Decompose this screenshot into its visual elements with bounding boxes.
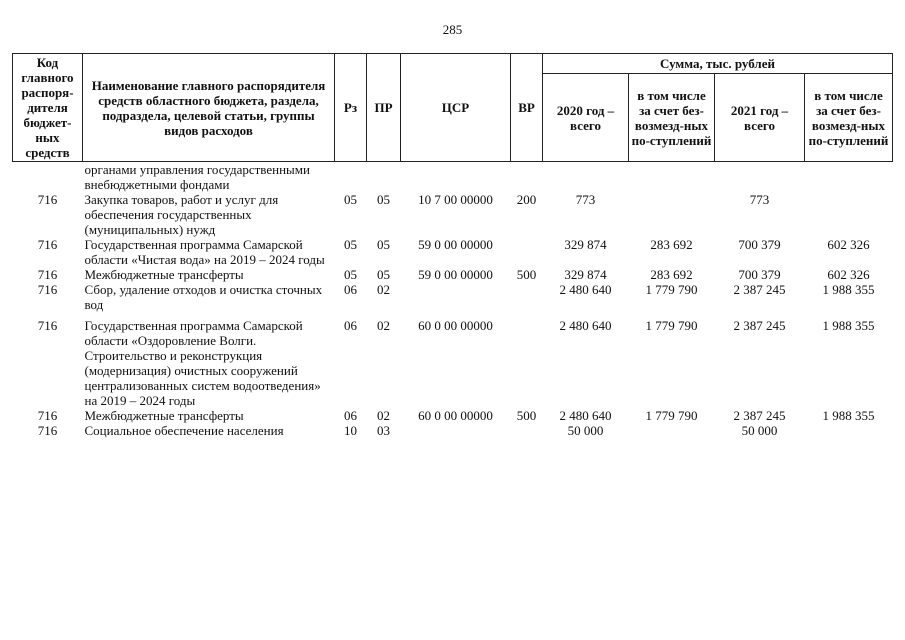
cell-csr bbox=[401, 282, 511, 312]
cell-2021-total: 2 387 245 bbox=[733, 318, 786, 333]
cell-name: Межбюджетные трансферты bbox=[84, 408, 244, 423]
cell-2020-total: 50 000 bbox=[567, 423, 604, 438]
col-header-csr: ЦСР bbox=[401, 54, 511, 162]
cell-code: 716 bbox=[37, 282, 58, 297]
col-header-pr: ПР bbox=[367, 54, 401, 162]
cell-2021-free: 1 988 355 bbox=[822, 282, 875, 297]
cell-pr: 05 bbox=[377, 192, 390, 207]
table-row bbox=[13, 162, 893, 193]
cell-pr: 02 bbox=[377, 282, 390, 297]
cell-2021-free bbox=[805, 423, 893, 438]
cell-rz: 05 bbox=[344, 237, 357, 252]
cell-2020-total: 2 480 640 bbox=[559, 318, 612, 333]
cell-pr: 03 bbox=[377, 423, 390, 438]
cell-2021-total bbox=[715, 162, 805, 193]
col-header-2021-free: в том числе за счет без-возмезд-ных по-ступлений bbox=[805, 74, 893, 162]
col-header-vr: ВР bbox=[511, 54, 543, 162]
cell-2020-free bbox=[629, 423, 715, 438]
cell-2020-total: 329 874 bbox=[564, 267, 607, 282]
table-header bbox=[13, 54, 893, 162]
cell-2020-total: 329 874 bbox=[564, 237, 607, 252]
page-number: 285 bbox=[442, 22, 463, 37]
table-row bbox=[13, 237, 893, 267]
col-header-rz: Рз bbox=[335, 54, 367, 162]
table-row bbox=[13, 423, 893, 438]
cell-vr: 200 bbox=[516, 192, 537, 207]
cell-name: Государственная программа Самарской области «Чистая вода» на 2019 – 2024 годы bbox=[84, 237, 325, 267]
cell-csr: 60 0 00 00000 bbox=[418, 318, 493, 333]
cell-rz: 10 bbox=[344, 423, 357, 438]
table-row bbox=[13, 192, 893, 237]
cell-code: 716 bbox=[37, 408, 58, 423]
cell-code: 716 bbox=[37, 192, 58, 207]
cell-name: Социальное обеспечение населения bbox=[84, 423, 284, 438]
cell-csr bbox=[401, 423, 511, 438]
col-header-name: Наименование главного распорядителя средств областного бюджета, раздела, подраздела, целевой статьи, группы видов расходов bbox=[83, 54, 335, 162]
cell-2021-total: 700 379 bbox=[738, 237, 781, 252]
cell-name: Сбор, удаление отходов и очистка сточных вод bbox=[84, 282, 323, 312]
cell-name: органами управления государственными внебюджетными фондами bbox=[84, 162, 310, 192]
cell-2021-free bbox=[805, 192, 893, 237]
cell-vr bbox=[511, 237, 543, 267]
cell-rz: 06 bbox=[344, 282, 357, 297]
cell-2021-total: 2 387 245 bbox=[733, 282, 786, 297]
table-row bbox=[13, 408, 893, 423]
col-header-2020-free: в том числе за счет без-возмезд-ных по-ступлений bbox=[629, 74, 715, 162]
cell-csr: 59 0 00 00000 bbox=[418, 237, 493, 252]
cell-pr: 02 bbox=[377, 318, 390, 333]
cell-2020-total: 2 480 640 bbox=[559, 408, 612, 423]
col-header-code: Код главного распоря-дителя бюджет-ных средств bbox=[13, 54, 83, 162]
cell-2020-total bbox=[543, 162, 629, 193]
col-header-2020-total: 2020 год – всего bbox=[543, 74, 629, 162]
cell-2021-total: 2 387 245 bbox=[733, 408, 786, 423]
cell-pr: 05 bbox=[377, 237, 390, 252]
cell-2021-free: 602 326 bbox=[827, 237, 870, 252]
table-row bbox=[13, 282, 893, 312]
cell-code bbox=[13, 162, 83, 193]
cell-2020-free bbox=[629, 162, 715, 193]
cell-rz: 05 bbox=[344, 192, 357, 207]
cell-vr bbox=[511, 282, 543, 312]
cell-2020-total: 2 480 640 bbox=[559, 282, 612, 297]
cell-2021-free bbox=[805, 162, 893, 193]
cell-2021-total: 50 000 bbox=[741, 423, 778, 438]
cell-csr bbox=[401, 162, 511, 193]
table-row bbox=[13, 318, 893, 408]
cell-pr: 02 bbox=[377, 408, 390, 423]
cell-vr bbox=[511, 162, 543, 193]
cell-rz: 06 bbox=[344, 408, 357, 423]
cell-vr bbox=[511, 318, 543, 408]
cell-2020-free: 1 779 790 bbox=[645, 408, 698, 423]
table-row bbox=[13, 267, 893, 282]
cell-2021-free: 1 988 355 bbox=[822, 318, 875, 333]
cell-csr: 60 0 00 00000 bbox=[418, 408, 493, 423]
cell-code: 716 bbox=[37, 267, 58, 282]
cell-rz: 05 bbox=[344, 267, 357, 282]
cell-csr: 10 7 00 00000 bbox=[418, 192, 493, 207]
cell-2020-free: 1 779 790 bbox=[645, 282, 698, 297]
cell-name: Закупка товаров, работ и услуг для обеспечения государственных (муниципальных) нужд bbox=[84, 192, 279, 237]
cell-2020-free: 1 779 790 bbox=[645, 318, 698, 333]
cell-vr bbox=[511, 423, 543, 438]
col-header-2021-total: 2021 год – всего bbox=[715, 74, 805, 162]
cell-pr bbox=[367, 162, 401, 193]
cell-2021-total: 700 379 bbox=[738, 267, 781, 282]
cell-2020-total: 773 bbox=[575, 192, 596, 207]
cell-2020-free bbox=[629, 192, 715, 237]
cell-vr: 500 bbox=[516, 267, 537, 282]
budget-table bbox=[12, 53, 893, 438]
cell-code: 716 bbox=[37, 237, 58, 252]
cell-rz bbox=[335, 162, 367, 193]
cell-vr: 500 bbox=[516, 408, 537, 423]
cell-code: 716 bbox=[37, 318, 58, 333]
cell-rz: 06 bbox=[344, 318, 357, 333]
cell-csr: 59 0 00 00000 bbox=[418, 267, 493, 282]
cell-2021-total: 773 bbox=[749, 192, 770, 207]
cell-name: Межбюджетные трансферты bbox=[84, 267, 244, 282]
cell-2020-free: 283 692 bbox=[650, 237, 693, 252]
cell-name: Государственная программа Самарской области «Оздоровление Волги. Строительство и реконструкция (модернизация) очистных сооружений централизованных систем водоотведения» на 2019 – 2024 годы bbox=[84, 318, 321, 408]
cell-pr: 05 bbox=[377, 267, 390, 282]
cell-code: 716 bbox=[37, 423, 58, 438]
col-header-sum: Сумма, тыс. рублей bbox=[543, 54, 893, 74]
cell-2020-free: 283 692 bbox=[650, 267, 693, 282]
cell-2021-free: 1 988 355 bbox=[822, 408, 875, 423]
cell-2021-free: 602 326 bbox=[827, 267, 870, 282]
